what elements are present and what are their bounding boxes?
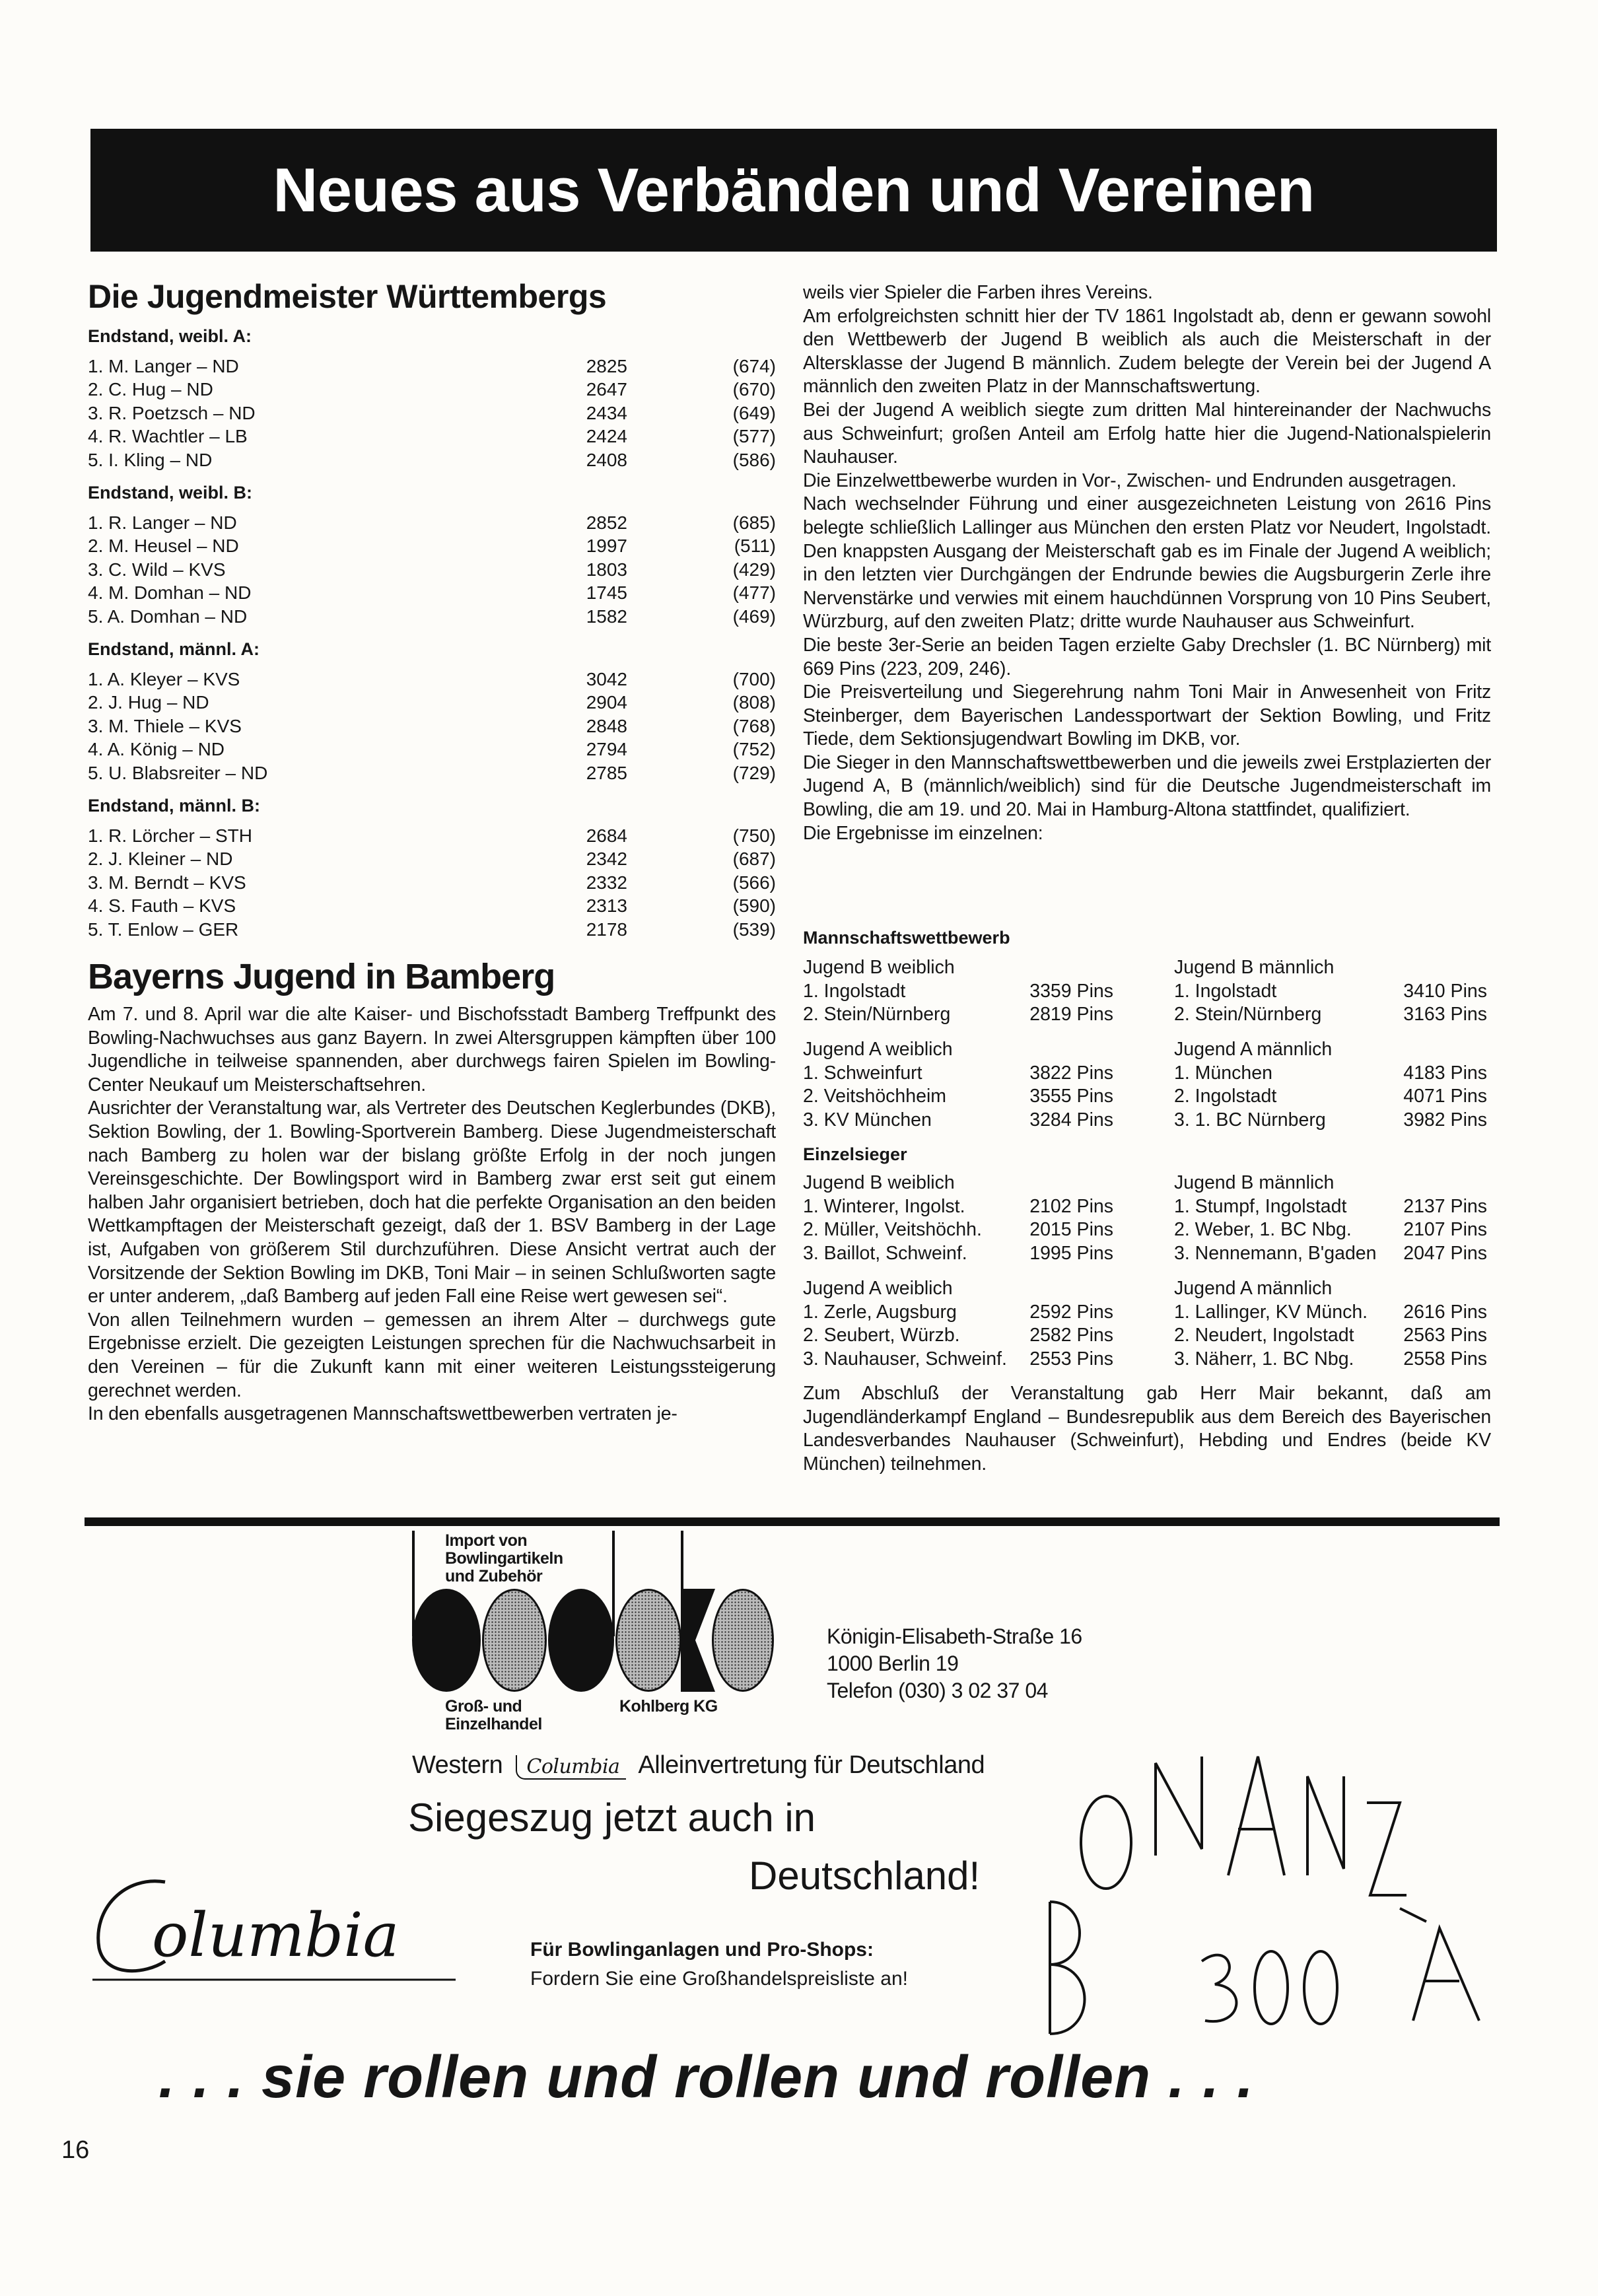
player-score: 2434 [586,402,627,423]
ad-headline-2: Deutschland! [749,1854,981,1898]
result-pins: 3284 Pins [1029,1109,1113,1131]
result-row [1174,1062,1490,1086]
western-suffix: Alleinvertretung für Deutschland [638,1751,985,1779]
player-name: 5. T. Enlow – GER [88,919,239,940]
category-title: Jugend B männlich [1174,957,1335,978]
page-number: 16 [61,2136,90,2164]
results-right [1174,1038,1490,1132]
player-name: 4. S. Fauth – KVS [88,895,236,916]
table-row [88,511,776,535]
result-pins: 3359 Pins [1029,980,1113,1002]
player-score: 3042 [586,668,627,689]
player-name: 2. C. Hug – ND [88,379,213,400]
result-pins: 2563 Pins [1403,1325,1487,1346]
result-pins: 2582 Pins [1029,1325,1113,1346]
result-row [1174,1242,1490,1266]
result-row [1174,1324,1490,1348]
bowling-ball-icon [712,1589,774,1692]
bonanza-300-logo [1030,1743,1486,2047]
paragraph: weils vier Spieler die Farben ihres Vereins. [803,282,1153,303]
result-name: 1. Winterer, Ingolst. [803,1195,965,1217]
result-group [88,325,776,471]
paragraph: Die Einzelwettbewerbe wurden in Vor-, Zwischen- und Endrunden ausgetragen. [803,470,1457,491]
columbia-logo [86,1869,469,1988]
section-banner [90,129,1497,252]
ad-headline-1: Siegeszug jetzt auch in [408,1795,816,1840]
player-score: 1803 [586,559,627,580]
paragraph: Die Preisverteilung und Siegerehrung nahm Toni Mair in Anwesenheit von Fritz Steinberger, dem Bayerischen Landessportwart der Sektion Bowling, und Fritz Tiede, dem Sektionsjugendwart Bowling im DKB, vor. [803,681,1491,750]
category-title: Jugend A männlich [1174,1278,1333,1299]
player-best: (469) [732,606,776,627]
result-name: 2. Stein/Nürnberg [803,1004,951,1026]
player-name: 4. R. Wachtler – LB [88,426,248,446]
table-row [88,378,776,401]
player-best: (586) [732,449,776,470]
cta-text: Fordern Sie eine Großhandelspreisliste an! [530,1968,908,1990]
category-title: Jugend B weiblich [803,1172,955,1193]
table-row [88,824,776,848]
paragraph: In den ebenfalls ausgetragenen Mannschaftswettbewerben vertraten je- [88,1403,677,1425]
player-name: 5. A. Domhan – ND [88,606,248,627]
table-row [88,668,776,691]
divider [85,1517,1500,1526]
player-best: (477) [732,582,776,603]
closing-paragraph: Zum Abschluß der Veranstaltung gab Herr Mair bekannt, daß am Jugendländerkampf England – Bundesrepublik aus dem Bereich des Bayerischen Landesverbandes Nauhauser (Schweinfurt), Hebding und Endres (beide KV München) teilnehmen. [803,1383,1491,1475]
result-pins: 2015 Pins [1029,1219,1113,1241]
western-prefix: Western [412,1751,503,1779]
result-name: 1. Stumpf, Ingolstadt [1174,1195,1347,1217]
player-name: 3. R. Poetzsch – ND [88,402,256,423]
group-heading: Endstand, weibl. A: [88,326,252,346]
player-name: 4. M. Domhan – ND [88,582,252,603]
result-row [803,1062,1146,1086]
paragraph: Bei der Jugend A weiblich siegte zum dritten Mal hintereinander der Nachwuchs aus Schweinfurt; großen Anteil am Erfolg hatte hier die Jugend-Nationalspielerin Nauhauser. [803,399,1491,468]
results-right [1174,1277,1490,1371]
player-best: (700) [732,668,776,689]
logo-text [445,1532,563,1585]
player-best: (752) [732,739,776,759]
result-row [803,980,1146,1004]
article-title-bamberg: Bayerns Jugend in Bamberg [88,957,555,996]
logo-line-text: und Zubehör [445,1567,543,1585]
result-pins: 2819 Pins [1029,1004,1113,1026]
result-row [1174,980,1490,1004]
paragraph: Am 7. und 8. April war die alte Kaiser- und Bischofsstadt Bamberg Treffpunkt des Bowling-Nachwuchses aus ganz Bayern. In zwei Altersgruppen kämpften über 100 Jugendliche in teilweise spannenden, aber durchwegs fairen Spielen im Bowling-Center Neukauf um Meisterschaftsehren. [88,1004,776,1096]
logo-line-text: Groß- und [445,1697,522,1716]
bowling-ball-icon [482,1589,547,1692]
category-title: Jugend A weiblich [803,1039,953,1060]
table-row [88,558,776,582]
result-pins: 3555 Pins [1029,1086,1113,1107]
group-heading: Endstand, männl. B: [88,796,261,816]
result-row [803,1348,1146,1372]
result-pins: 3410 Pins [1403,980,1487,1002]
player-score: 2852 [586,512,627,533]
result-pins: 1995 Pins [1029,1242,1113,1264]
category-title: Jugend B männlich [1174,1172,1335,1193]
result-name: 3. KV München [803,1109,932,1131]
paragraph: Die Ergebnisse im einzelnen: [803,822,1043,844]
result-name: 1. Schweinfurt [803,1062,922,1084]
result-group [88,481,776,628]
player-best: (750) [732,825,776,846]
table-row [88,425,776,448]
result-row [803,1301,1146,1325]
article-body-left [88,1003,776,1426]
paragraph: Von allen Teilnehmern wurden – gemessen an ihrem Alter – durchwegs gute Ergebnisse erzielt. Die gezeigten Leistungen sprechen für die Nachwuchsarbeit in den Vereinen – für die Zukunft kann mit einer weiteren Leistungssteigerung gerechnet werden. [88,1309,776,1401]
player-best: (674) [732,355,776,376]
paragraph: Ausrichter der Veranstaltung war, als Vertreter des Deutschen Keglerbundes (DKB), Sektion Bowling, der 1. Bowling-Sportverein Bamberg. Diese Jugendmeisterschaft nach Bamberg zu holen war der bislang größte Erfolg in der noch jungen Vereinsgeschichte. Der Bowlingsport wird in Bamberg zwar erst seit gut einem halben Jahr organisiert betrieben, doch hat die perfekte Organisation an den beiden Wettkampftagen der Meisterschaft gezeigt, daß der 1. BSV Bamberg in der Lage ist, Aufgaben von größerem Stil durchzuführen. Diese Ansicht vertrat auch der Vorsitzende der Sektion Bowling im DKB, Toni Mair – in seinen Schlußworten sagte er unter anderem, „daß Bamberg auf jeden Fall eine Reise wert gewesen sei“. [88,1097,776,1307]
result-row [1174,1301,1490,1325]
player-name: 1. M. Langer – ND [88,355,239,376]
logo-k-icon [681,1589,715,1692]
svg-text:olumbia: olumbia [152,1900,400,1970]
city: 1000 Berlin 19 [827,1652,959,1675]
player-name: 3. M. Thiele – KVS [88,715,242,736]
player-name: 1. R. Langer – ND [88,512,237,533]
result-row [803,1003,1146,1027]
player-best: (429) [732,559,776,580]
result-pins: 2137 Pins [1403,1195,1487,1217]
table-row [88,738,776,761]
results-heading: Einzelsieger [803,1144,907,1164]
logo-line-text: Bowlingartikeln [445,1549,563,1568]
result-row [803,1195,1146,1219]
player-best: (685) [732,512,776,533]
result-name: 2. Veitshöchheim [803,1086,947,1107]
player-best: (687) [732,849,776,869]
result-name: 2. Seubert, Würzb. [803,1325,960,1346]
result-group [88,638,776,784]
logo-line-text: Import von [445,1531,528,1550]
result-name: 3. Nennemann, B'gaden [1174,1242,1377,1264]
player-name: 5. I. Kling – ND [88,449,213,470]
player-best: (729) [732,762,776,783]
category-title: Jugend A weiblich [803,1278,953,1299]
player-best: (539) [732,919,776,940]
table-row [88,401,776,425]
article-title-wuerttemberg: Die Jugendmeister Württembergs [88,278,607,315]
company-name: Kohlberg KG [619,1697,718,1716]
player-best: (768) [732,715,776,736]
result-pins: 4071 Pins [1403,1086,1487,1107]
player-score: 2684 [586,825,627,846]
table-row [88,761,776,785]
result-name: 1. München [1174,1062,1272,1084]
player-name: 3. M. Berndt – KVS [88,872,246,893]
result-row [1174,1218,1490,1242]
results-left [803,1038,1146,1132]
player-best: (590) [732,895,776,916]
logo-line [612,1531,615,1636]
player-score: 2178 [586,919,627,940]
result-name: 3. Näherr, 1. BC Nbg. [1174,1348,1354,1370]
player-score: 2848 [586,715,627,736]
player-score: 2424 [586,426,627,446]
result-pins: 2616 Pins [1403,1301,1487,1323]
player-score: 2313 [586,895,627,916]
cta-bold: Für Bowlinganlagen und Pro-Shops: [530,1939,874,1961]
result-name: 3. Nauhauser, Schweinf. [803,1348,1007,1370]
table-row [88,918,776,942]
player-score: 2794 [586,739,627,759]
result-name: 3. 1. BC Nürnberg [1174,1109,1326,1131]
result-name: 1. Lallinger, KV Münch. [1174,1301,1368,1323]
paragraph: Die Sieger in den Mannschaftswettbewerben und die jeweils zwei Erstplazierten der Jugend A, B (männlich/weiblich) sind für die Deutsche Jugendmeisterschaft im Bowling, die am 19. und 20. Mai in Hamburg-Altona stattfindet, qualifiziert. [803,751,1491,821]
result-name: 2. Ingolstadt [1174,1086,1277,1107]
result-pins: 2558 Pins [1403,1348,1487,1370]
result-row [1174,1348,1490,1372]
result-name: 1. Zerle, Augsburg [803,1301,957,1323]
street: Königin-Elisabeth-Straße 16 [827,1624,1082,1648]
results-left [803,956,1146,1027]
result-name: 2. Müller, Veitshöchh. [803,1219,982,1241]
result-pins: 3163 Pins [1403,1004,1487,1026]
player-name: 1. A. Kleyer – KVS [88,668,240,689]
player-best: (649) [732,402,776,423]
player-score: 2785 [586,762,627,783]
result-name: 2. Stein/Nürnberg [1174,1004,1322,1026]
group-heading: Endstand, weibl. B: [88,483,253,503]
result-row [803,1324,1146,1348]
result-row [1174,1003,1490,1027]
bowling-ball-icon [548,1589,614,1692]
result-pins: 4183 Pins [1403,1062,1487,1084]
result-name: 1. Ingolstadt [1174,980,1277,1002]
result-row [803,1218,1146,1242]
phone: Telefon (030) 3 02 37 04 [827,1679,1048,1702]
player-best: (577) [732,426,776,446]
table-row [88,714,776,738]
western-line [412,1751,985,1780]
result-row [803,1085,1146,1109]
group-heading: Endstand, männl. A: [88,639,260,659]
player-name: 1. R. Lörcher – STH [88,825,252,846]
result-pins: 2047 Pins [1403,1242,1487,1264]
player-score: 2342 [586,849,627,869]
result-pins: 2107 Pins [1403,1219,1487,1241]
results-left [803,1171,1146,1265]
result-name: 1. Ingolstadt [803,980,906,1002]
result-name: 3. Baillot, Schweinf. [803,1242,967,1264]
player-score: 2647 [586,379,627,400]
result-pins: 2592 Pins [1029,1301,1113,1323]
results-heading: Mannschaftswettbewerb [803,928,1010,948]
player-name: 4. A. König – ND [88,739,225,759]
result-group [88,794,776,941]
result-name: 2. Weber, 1. BC Nbg. [1174,1219,1352,1241]
results-left [803,1277,1146,1371]
player-score: 1582 [586,606,627,627]
result-row [803,1242,1146,1266]
category-title: Jugend B weiblich [803,957,955,978]
address [827,1623,1082,1704]
player-name: 2. J. Kleiner – ND [88,849,233,869]
result-row [1174,1109,1490,1132]
player-best: (808) [732,692,776,713]
paragraph: Am erfolgreichsten schnitt hier der TV 1861 Ingolstadt ab, denn er gewann sowohl den Wettbewerb der Jugend B weiblich als auch die Meisterschaft in der Altersklasse der Jugend B männlich. Zudem belegte der Verein bei der Jugend A männlich den zweiten Platz in der Mannschaftswertung. [803,305,1491,398]
results-right [1174,1171,1490,1265]
player-best: (566) [732,872,776,893]
result-pins: 2553 Pins [1029,1348,1113,1370]
table-row [88,691,776,714]
player-score: 2825 [586,355,627,376]
paragraph: Nach wechselnder Führung und einer ausgezeichneten Leistung von 2616 Pins belegte schließlich Lallinger aus München den ersten Platz vor Neudert, Ingolstadt. Den knappsten Ausgang der Meisterschaft gab es im Finale der Jugend A weiblich; in den letzten vier Durchgängen der Endrunde bewies die Augsburgerin Zerle ihre Nervenstärke und verwies mit einem hauchdünnen Vorsprung von 10 Pins Seubert, Würzburg, auf den zweiten Platz; dritte wurde Nauhauser aus Schweinfurt. [803,493,1491,633]
player-name: 2. J. Hug – ND [88,692,209,713]
results-right [1174,956,1490,1027]
player-score: 2408 [586,449,627,470]
player-score: 2332 [586,872,627,893]
table-row [88,448,776,472]
section-title: Neues aus Verbänden und Vereinen [273,155,1315,225]
player-name: 2. M. Heusel – ND [88,536,239,556]
player-name: 3. C. Wild – KVS [88,559,226,580]
result-row [1174,1195,1490,1219]
bowling-ball-icon [615,1589,681,1692]
columbia-small-logo: Columbia [516,1755,626,1780]
result-pins: 3982 Pins [1403,1109,1487,1131]
player-best: (511) [734,536,776,556]
paragraph: Die beste 3er-Serie an beiden Tagen erzielte Gaby Drechsler (1. BC Nürnberg) mit 669 Pins (223, 209, 246). [803,634,1491,679]
table-row [88,871,776,895]
result-name: 2. Neudert, Ingolstadt [1174,1325,1354,1346]
result-pins: 3822 Pins [1029,1062,1113,1084]
table-row [88,605,776,629]
player-name: 5. U. Blabsreiter – ND [88,762,268,783]
logo-line-text: Einzelhandel [445,1715,542,1733]
player-score: 2904 [586,692,627,713]
player-score: 1745 [586,582,627,603]
table-row [88,894,776,918]
player-best: (670) [732,379,776,400]
ad-slogan: . . . sie rollen und rollen und rollen . . . [158,2044,1255,2110]
result-pins: 2102 Pins [1029,1195,1113,1217]
result-row [803,1109,1146,1132]
player-score: 1997 [586,536,627,556]
table-row [88,355,776,378]
table-row [88,581,776,605]
table-row [88,847,776,871]
article-body-right [803,281,1491,845]
result-row [1174,1085,1490,1109]
table-row [88,534,776,558]
category-title: Jugend A männlich [1174,1039,1333,1060]
bowling-ball-icon [412,1589,481,1692]
logo-bottom-text [445,1698,542,1733]
